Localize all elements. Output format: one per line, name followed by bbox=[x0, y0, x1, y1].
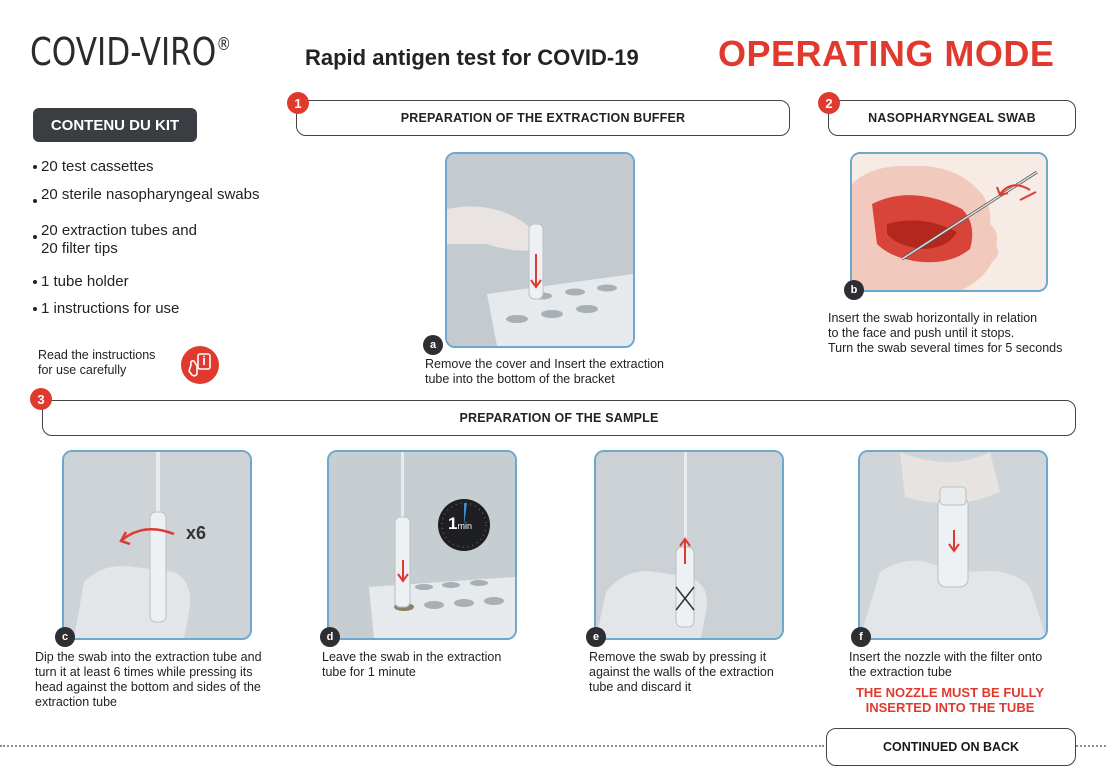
photo-a bbox=[445, 152, 635, 348]
read-instructions-note: Read the instructions for use carefully bbox=[38, 348, 156, 377]
photo-letter-d: d bbox=[320, 627, 340, 647]
page-subtitle: Rapid antigen test for COVID-19 bbox=[305, 45, 639, 70]
caption-f: Insert the nozzle with the filter onto the extraction tube bbox=[849, 650, 1043, 679]
step-3-number: 3 bbox=[30, 388, 52, 410]
photo-letter-a: a bbox=[423, 335, 443, 355]
photo-e bbox=[594, 450, 784, 640]
kit-item: 20 test cassettes bbox=[33, 158, 154, 176]
photo-b bbox=[850, 152, 1048, 292]
footer-divider-left bbox=[0, 745, 824, 747]
step-1-number: 1 bbox=[287, 92, 309, 114]
photo-letter-b: b bbox=[844, 280, 864, 300]
caption-c: Dip the swab into the extraction tube and turn it at least 6 times while pressing its head against the bottom and sides of the extraction tube bbox=[35, 650, 262, 709]
photo-letter-e: e bbox=[586, 627, 606, 647]
continued-on-back-label: CONTINUED ON BACK bbox=[826, 728, 1076, 766]
hand-instructions-icon bbox=[181, 346, 219, 384]
kit-item: 1 instructions for use bbox=[33, 300, 179, 318]
timer-value: 1min bbox=[448, 514, 472, 533]
nozzle-warning: THE NOZZLE MUST BE FULLY INSERTED INTO THE TUBE bbox=[855, 685, 1045, 715]
caption-e: Remove the swab by pressing it against the walls of the extraction tube and discard it bbox=[589, 650, 774, 694]
brand-logo: COVID-VIRO® bbox=[30, 30, 232, 74]
step-1-bar: PREPARATION OF THE EXTRACTION BUFFER bbox=[296, 100, 790, 136]
kit-title-badge: CONTENU DU KIT bbox=[33, 108, 197, 142]
footer-divider-right bbox=[1076, 745, 1106, 747]
caption-b: Insert the swab horizontally in relation to the face and push until it stops. Turn the swab several times for 5 seconds bbox=[828, 311, 1063, 355]
photo-c bbox=[62, 450, 252, 640]
caption-a: Remove the cover and Insert the extraction tube into the bottom of the bracket bbox=[425, 357, 665, 386]
page-title: OPERATING MODE bbox=[718, 33, 1055, 74]
photo-letter-f: f bbox=[851, 627, 871, 647]
photo-f bbox=[858, 450, 1048, 640]
kit-item: 20 extraction tubes and 20 filter tips bbox=[33, 222, 197, 258]
caption-d: Leave the swab in the extraction tube for 1 minute bbox=[322, 650, 502, 679]
photo-letter-c: c bbox=[55, 627, 75, 647]
rotation-count-label: x6 bbox=[186, 523, 207, 543]
kit-item: 1 tube holder bbox=[33, 273, 129, 291]
step-2-bar: NASOPHARYNGEAL SWAB bbox=[828, 100, 1076, 136]
kit-item: 20 sterile nasopharyngeal swabs bbox=[33, 186, 259, 204]
step-2-number: 2 bbox=[818, 92, 840, 114]
step-3-bar: PREPARATION OF THE SAMPLE bbox=[42, 400, 1076, 436]
